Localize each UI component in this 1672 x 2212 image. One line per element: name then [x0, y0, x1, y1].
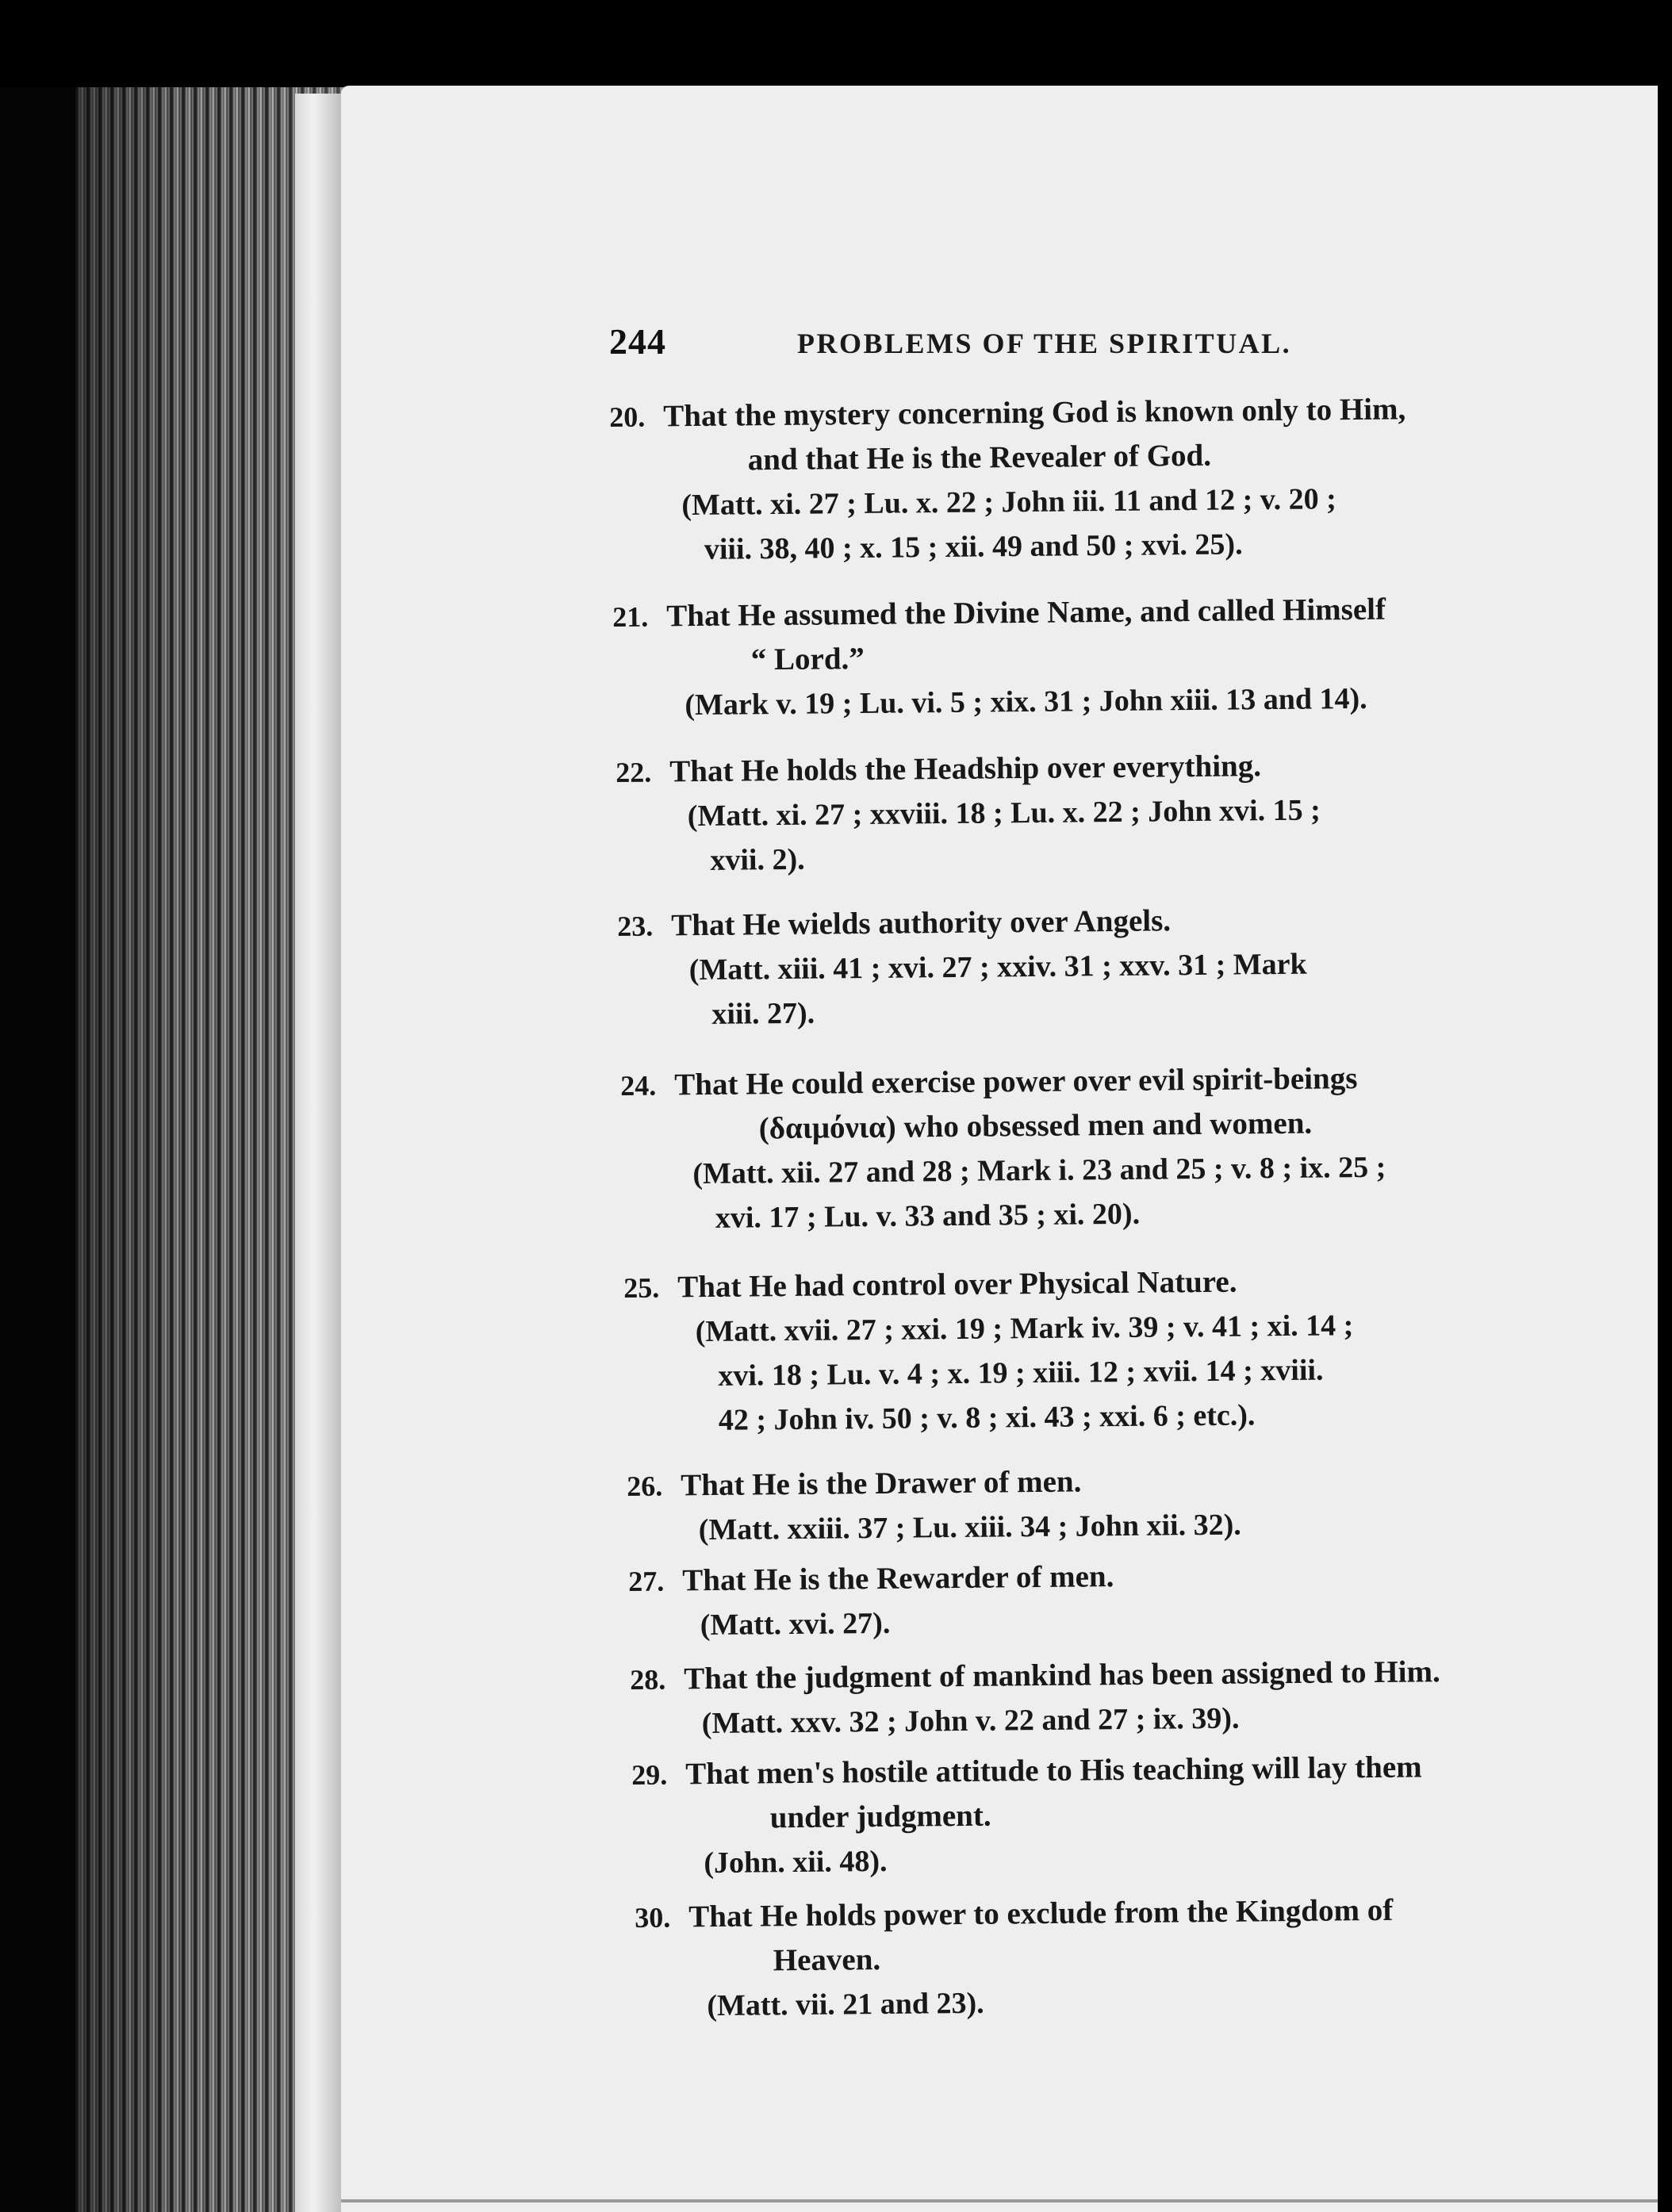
scripture-references-continuation: xvi. 17 ; Lu. v. 33 and 35 ; xi. 20).	[715, 1197, 1141, 1235]
scripture-references-continuation: 42 ; John iv. 50 ; v. 8 ; xi. 43 ; xxi. 6 ; etc.).	[718, 1398, 1256, 1437]
scripture-references-continuation: viii. 38, 40 ; x. 15 ; xii. 49 and 50 ; xvi. 25).	[704, 527, 1243, 566]
statement-line	[630, 1649, 1550, 1702]
scripture-references: (Matt. xvii. 27 ; xxi. 19 ; Mark iv. 39 ; v. 41 ; xi. 14 ;	[695, 1309, 1354, 1349]
item-number: 26.	[627, 1470, 663, 1502]
statement-text: That He assumed the Divine Name, and called Himself	[666, 592, 1386, 634]
scan-border-top	[0, 0, 1672, 87]
item-number: 23.	[617, 910, 654, 942]
statement-line	[609, 386, 1529, 439]
list-item	[635, 1887, 1556, 2029]
list-item	[627, 1455, 1547, 1553]
statement-text: That He is the Rewarder of men.	[682, 1559, 1114, 1598]
scripture-references-continuation: xvii. 2).	[710, 842, 805, 877]
book-page	[341, 86, 1658, 2212]
statement-text: That He wields authority over Angels.	[671, 903, 1172, 943]
statement-line	[631, 1744, 1551, 1797]
scripture-references: (Mark v. 19 ; Lu. vi. 5 ; xix. 31 ; John xiii. 13 and 14).	[685, 681, 1367, 723]
list-item	[615, 742, 1537, 884]
scripture-references: (John. xii. 48).	[704, 1844, 888, 1880]
item-number: 20.	[609, 401, 646, 433]
scripture-references-continuation: xvi. 18 ; Lu. v. 4 ; x. 19 ; xiii. 12 ; xvii. 14 ; xviii.	[718, 1353, 1324, 1393]
scripture-references: (Matt. xii. 27 and 28 ; Mark i. 23 and 25 ; v. 8 ; ix. 25 ;	[692, 1150, 1386, 1191]
scripture-references-continuation: xiii. 27).	[711, 996, 815, 1031]
statement-text: That men's hostile attitude to His teaching will lay them	[685, 1750, 1422, 1792]
scan-border-right	[1658, 0, 1672, 2212]
item-number: 21.	[612, 600, 649, 633]
list-item	[609, 386, 1531, 573]
running-title: PROBLEMS OF THE SPIRITUAL.	[797, 328, 1292, 359]
list-item	[620, 1055, 1542, 1241]
statement-text: That He had control over Physical Nature.	[677, 1264, 1237, 1305]
statement-text: That the mystery concerning God is known only to Him,	[663, 392, 1406, 434]
scripture-references: (Matt. xxiii. 37 ; Lu. xiii. 34 ; John xii. 32).	[698, 1508, 1241, 1547]
statement-continuation: (δαιμόνια) who obsessed men and women.	[758, 1106, 1313, 1146]
page-number: 244	[609, 321, 666, 362]
item-number: 24.	[620, 1069, 657, 1102]
item-number: 28.	[630, 1663, 666, 1696]
item-number: 25.	[623, 1271, 660, 1304]
scripture-references: (Matt. xvi. 27).	[700, 1606, 891, 1643]
item-number: 22.	[615, 756, 652, 788]
scripture-references: (Matt. xiii. 41 ; xvi. 27 ; xxiv. 31 ; xxv. 31 ; Mark	[688, 947, 1307, 987]
item-number: 27.	[628, 1565, 665, 1597]
list-item	[631, 1744, 1553, 1886]
list-item	[628, 1551, 1549, 1648]
scripture-references: (Matt. xi. 27 ; xxviii. 18 ; Lu. x. 22 ; John xvi. 15 ;	[687, 793, 1321, 834]
item-number: 29.	[631, 1758, 668, 1791]
page-gutter	[295, 94, 343, 2212]
scripture-references: (Matt. xi. 27 ; Lu. x. 22 ; John iii. 11 and 12 ; v. 20 ;	[681, 482, 1337, 523]
statement-continuation: and that He is the Revealer of God.	[747, 438, 1212, 477]
statement-text: That He is the Drawer of men.	[681, 1464, 1082, 1503]
scripture-references: (Matt. vii. 21 and 23).	[707, 1986, 984, 2023]
statement-continuation: under judgment.	[769, 1798, 991, 1835]
statement-text: That He holds the Headship over everything.	[669, 749, 1262, 789]
list-item	[630, 1649, 1551, 1746]
statement-text: That He holds power to exclude from the Kingdom of	[688, 1892, 1394, 1934]
statement-text: That the judgment of mankind has been assigned to Him.	[684, 1654, 1440, 1696]
list-item	[623, 1257, 1545, 1443]
statement-continuation: Heaven.	[773, 1942, 881, 1978]
list-item	[612, 586, 1534, 728]
page-bottom-edge	[341, 2199, 1658, 2202]
list-item	[617, 895, 1539, 1037]
scripture-references: (Matt. xxv. 32 ; John v. 22 and 27 ; ix. 39).	[701, 1701, 1240, 1741]
item-number: 30.	[635, 1901, 671, 1934]
statement-continuation: “ Lord.”	[750, 641, 865, 677]
statement-text: That He could exercise power over evil spirit-beings	[674, 1061, 1358, 1102]
